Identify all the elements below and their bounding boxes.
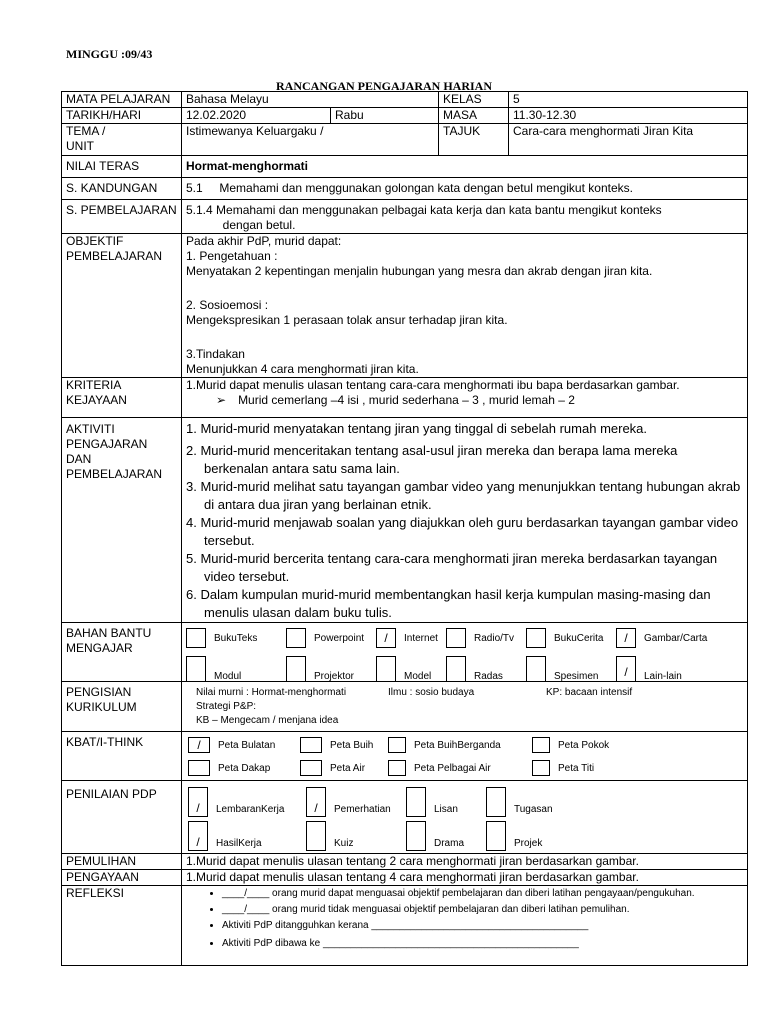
curriculum-knowledge: Ilmu : sosio budaya [388, 687, 475, 698]
objective-text-1: Menyatakan 2 kepentingan menjalin hubungan yang mesra dan akrab dengan jiran kita. [186, 264, 653, 278]
aid-label: Radio/Tv [474, 632, 515, 644]
checkbox[interactable] [532, 760, 550, 776]
objective-heading-1: 1. Pengetahuan : [186, 249, 278, 263]
arrow-bullet-icon: ➢ [216, 393, 227, 407]
criteria-line-2: Murid cemerlang –4 isi , murid sederhana – 3 , murid lemah – 2 [238, 393, 575, 407]
objectives-intro: Pada akhir PdP, murid dapat: [186, 234, 342, 248]
label-time: MASA [439, 108, 509, 124]
activity-item: 6. Dalam kumpulan murid-murid membentangkan hasil kerja kumpulan masing-masing dan menulis ulasan dalam buku tulis. [186, 587, 711, 620]
row-teaching-aids [62, 623, 748, 682]
assessment-label: LembaranKerja [216, 803, 285, 815]
objective-text-3: Menunjukkan 4 cara menghormati jiran kita. [186, 362, 419, 376]
label-teaching-aids: BAHAN BANTU MENGAJAR [62, 623, 182, 682]
checkbox[interactable] [406, 787, 426, 817]
checkbox[interactable] [300, 737, 322, 753]
curriculum-strategy: Strategi P&P: [196, 701, 257, 712]
kbat-label: Peta Dakap [218, 762, 271, 774]
checkbox[interactable] [526, 628, 546, 648]
label-class: KELAS [439, 92, 509, 108]
checkbox[interactable]: / [616, 628, 636, 648]
label-content-standard: S. KANDUNGAN [62, 178, 182, 200]
page-title: RANCANGAN PENGAJARAN HARIAN [276, 79, 492, 93]
value-core-values: Hormat-menghormati [182, 156, 748, 178]
checkbox[interactable] [388, 737, 406, 753]
checkbox[interactable] [446, 628, 466, 648]
curriculum-content [182, 682, 748, 732]
checkbox[interactable]: / [188, 787, 208, 817]
kbat-label: Peta Pokok [558, 739, 610, 751]
objectives-content [182, 234, 748, 378]
value-remedial: 1.Murid dapat menulis ulasan tentang 2 cara menghormati jiran berdasarkan gambar. [182, 854, 748, 870]
activity-item: 1. Murid-murid menyatakan tentang jiran yang tinggal di sebelah rumah mereka. [186, 421, 648, 436]
value-content-standard: 5.1 Memahami dan menggunakan golongan kata dengan betul mengikut konteks. [182, 178, 748, 200]
kbat-content [182, 732, 748, 781]
reflection-item: • ____/____ orang murid tidak menguasai objektif pembelajaran dan diberi latihan pemulihan. [222, 902, 743, 918]
aid-label: Lain-lain [644, 671, 682, 682]
activity-item: 5. Murid-murid bercerita tentang cara-cara menghormati jiran mereka berdasarkan tayangan video tersebut. [186, 551, 718, 584]
label-core-values: NILAI TERAS [62, 156, 182, 178]
objective-heading-2: 2. Sosioemosi : [186, 298, 269, 312]
lesson-plan-table [61, 91, 748, 966]
row-learning-standard [62, 200, 748, 234]
label-objectives: OBJEKTIF PEMBELAJARAN [62, 234, 182, 378]
row-content-standard [62, 178, 748, 200]
row-objectives [62, 234, 748, 378]
curriculum-kp: KP: bacaan intensif [546, 687, 633, 698]
label-enrichment: PENGAYAAN [62, 870, 182, 886]
value-topic: Cara-cara menghormati Jiran Kita [509, 124, 748, 156]
assessment-content [182, 781, 748, 854]
label-subject: MATA PELAJARAN [62, 92, 182, 108]
row-enrichment [62, 870, 748, 886]
label-learning-standard: S. PEMBELAJARAN [62, 200, 182, 234]
row-remedial [62, 854, 748, 870]
checkbox[interactable] [186, 628, 206, 648]
checkbox[interactable] [526, 656, 546, 682]
kbat-label: Peta BuihBerganda [414, 739, 501, 751]
criteria-line-1: 1.Murid dapat menulis ulasan tentang cara-cara menghormati ibu bapa berdasarkan gambar. [186, 378, 680, 392]
checkbox[interactable] [376, 656, 396, 682]
assessment-label: Drama [434, 837, 465, 849]
row-date [62, 108, 748, 124]
checkbox[interactable]: / [188, 737, 210, 753]
checkbox[interactable] [188, 760, 210, 776]
activity-item: 4. Murid-murid menjawab soalan yang diajukkan oleh guru berdasarkan tayangan gambar video tersebut. [186, 515, 739, 548]
curriculum-kb: KB – Mengecam / menjana idea [196, 715, 339, 726]
checkbox[interactable] [388, 760, 406, 776]
reflection-item: • ____/____ orang murid dapat menguasai objektif pembelajaran dan diberi latihan pengayaan/pengukuhan. [222, 886, 743, 902]
aid-label: Modul [214, 671, 242, 682]
aid-label: Internet [404, 632, 438, 644]
row-reflection [62, 886, 748, 966]
label-reflection: REFLEKSI [62, 886, 182, 966]
checkbox[interactable] [286, 656, 306, 682]
aid-label: Powerpoint [314, 632, 365, 644]
assessment-label: HasilKerja [216, 837, 262, 849]
label-activities: AKTIVITI PENGAJARAN DAN PEMBELAJARAN [62, 418, 182, 623]
aid-label: Radas [474, 671, 503, 682]
row-curriculum [62, 682, 748, 732]
kbat-label: Peta Buih [330, 739, 374, 751]
label-remedial: PEMULIHAN [62, 854, 182, 870]
assessment-label: Lisan [434, 803, 458, 815]
checkbox[interactable]: / [306, 787, 326, 817]
aid-label: BukuTeks [214, 632, 258, 644]
checkbox[interactable] [532, 737, 550, 753]
row-values [62, 156, 748, 178]
value-date: 12.02.2020 [182, 108, 331, 124]
kbat-label: Peta Bulatan [218, 739, 276, 751]
assessment-label: Tugasan [514, 803, 553, 815]
checkbox[interactable]: / [616, 656, 636, 682]
label-curriculum: PENGISIAN KURIKULUM [62, 682, 182, 732]
checkbox[interactable] [486, 821, 506, 851]
objective-heading-3: 3.Tindakan [186, 347, 245, 361]
aid-label: BukuCerita [554, 632, 604, 644]
label-date: TARIKH/HARI [62, 108, 182, 124]
reflection-content [182, 886, 748, 966]
row-assessment [62, 781, 748, 854]
activity-item: 2. Murid-murid menceritakan tentang asal-usul jiran mereka dan berapa lama mereka berkenalan antara satu sama lain. [186, 443, 678, 476]
reflection-item: • Aktiviti PdP ditangguhkan kerana _______________________________________ [222, 918, 743, 934]
value-subject: Bahasa Melayu [182, 92, 439, 108]
label-kbat: KBAT/I-THINK [62, 732, 182, 781]
week-label: MINGGU :09/43 [66, 47, 153, 61]
label-success-criteria: KRITERIA KEJAYAAN [62, 378, 182, 418]
checkbox[interactable]: / [188, 821, 208, 851]
label-assessment: PENILAIAN PDP [62, 781, 182, 854]
checkbox[interactable] [446, 656, 466, 682]
row-success-criteria [62, 378, 748, 418]
value-class: 5 [509, 92, 748, 108]
checkbox[interactable] [286, 628, 306, 648]
teaching-aids-content [182, 623, 748, 682]
curriculum-values: Nilai murni : Hormat-menghormati [196, 687, 347, 698]
checkbox[interactable] [186, 656, 206, 682]
success-criteria-content [182, 378, 748, 418]
value-enrichment: 1.Murid dapat menulis ulasan tentang 4 cara menghormati jiran berdasarkan gambar. [182, 870, 748, 886]
label-theme: TEMA / UNIT [62, 124, 182, 156]
activity-item: 3. Murid-murid melihat satu tayangan gambar video yang menunjukkan tentang hubungan akrab di antara dua jiran yang berlainan etnik. [186, 479, 741, 512]
assessment-label: Projek [514, 837, 543, 849]
objective-text-2: Mengekspresikan 1 perasaan tolak ansur terhadap jiran kita. [186, 313, 508, 327]
checkbox[interactable] [306, 821, 326, 851]
value-day: Rabu [331, 108, 439, 124]
checkbox[interactable] [406, 821, 426, 851]
aid-label: Spesimen [554, 671, 599, 682]
value-time: 11.30-12.30 [509, 108, 748, 124]
assessment-label: Kuiz [334, 837, 354, 849]
checkbox[interactable]: / [376, 628, 396, 648]
aid-label: Gambar/Carta [644, 632, 708, 644]
row-subject [62, 92, 748, 108]
kbat-label: Peta Titi [558, 762, 595, 774]
aid-label: Projektor [314, 671, 355, 682]
reflection-item: • Aktiviti PdP dibawa ke ______________________________________________ [222, 936, 743, 952]
value-theme: Istimewanya Keluargaku / [182, 124, 439, 156]
assessment-label: Pemerhatian [334, 803, 391, 815]
label-topic: TAJUK [439, 124, 509, 156]
row-activities [62, 418, 748, 623]
row-kbat [62, 732, 748, 781]
checkbox[interactable] [300, 760, 322, 776]
activities-content [182, 418, 748, 623]
value-learning-standard: 5.1.4 Memahami dan menggunakan pelbagai kata kerja dan kata bantu mengikut konteks dengan betul. [182, 200, 748, 234]
checkbox[interactable] [486, 787, 506, 817]
kbat-label: Peta Pelbagai Air [414, 762, 491, 774]
row-theme [62, 124, 748, 156]
kbat-label: Peta Air [330, 762, 366, 774]
aid-label: Model [404, 671, 432, 682]
